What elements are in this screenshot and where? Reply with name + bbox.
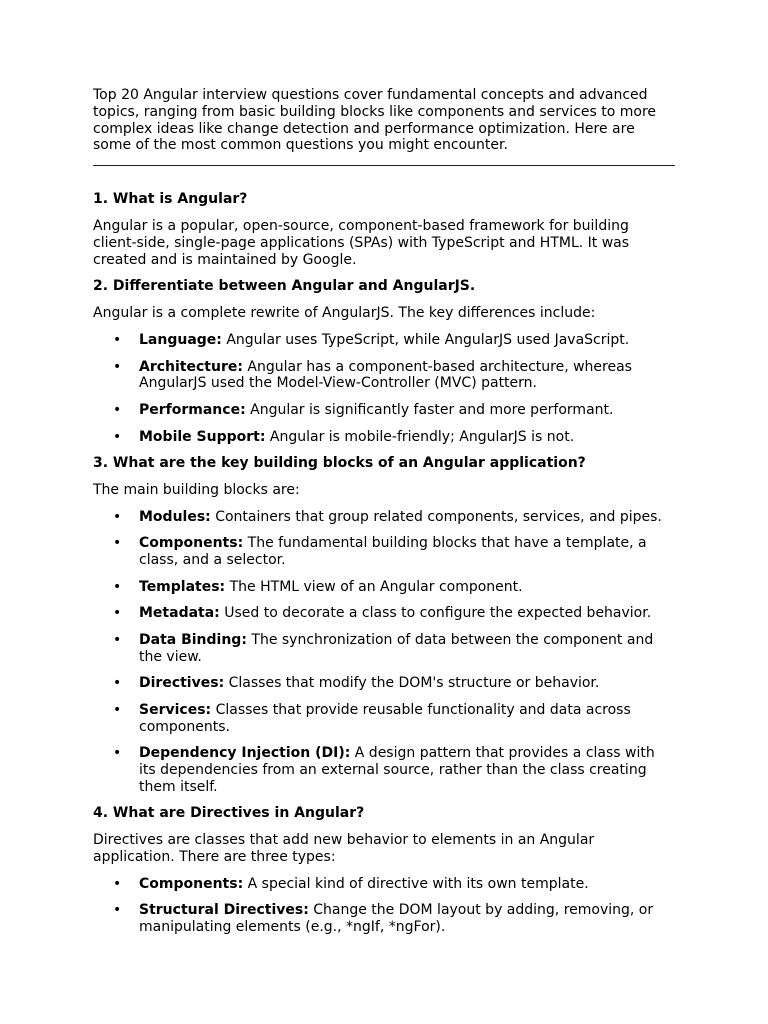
list-item-term: Architecture: <box>139 358 243 375</box>
list-item-term: Modules: <box>139 508 211 525</box>
bullet-icon: • <box>113 902 122 919</box>
list-item <box>113 631 675 666</box>
list-item <box>113 701 675 736</box>
question-section <box>93 455 675 796</box>
bullet-icon: • <box>113 701 122 718</box>
answer-paragraph: The main building blocks are: <box>93 481 300 498</box>
bullet-list <box>93 509 675 796</box>
question-heading: 3. What are the key building blocks of an Angular application? <box>93 455 586 472</box>
list-item <box>113 675 675 692</box>
list-item-term: Mobile Support: <box>139 428 266 445</box>
list-item-term: Structural Directives: <box>139 902 309 919</box>
list-item-text: Angular has a component-based architecture, whereas AngularJS used the Model-View-Controller (MVC) pattern. <box>139 358 632 392</box>
list-item-term: Services: <box>139 701 212 718</box>
intro-paragraph: Top 20 Angular interview questions cover fundamental concepts and advanced topics, ranging from basic building blocks like components and services to more complex ideas like change detection and performance optimization. Here are some of the most common questions you might encounter. <box>93 87 657 154</box>
list-item <box>113 508 675 526</box>
list-item <box>113 401 675 419</box>
bullet-icon: • <box>113 508 122 525</box>
list-item <box>113 745 675 795</box>
question-heading: 2. Differentiate between Angular and AngularJS. <box>93 278 476 295</box>
list-item-term: Language: <box>139 331 222 348</box>
bullet-icon: • <box>113 535 122 552</box>
list-item <box>113 875 675 893</box>
list-item <box>113 428 675 446</box>
question-heading: 1. What is Angular? <box>93 191 248 208</box>
bullet-icon: • <box>113 401 122 418</box>
list-item-text: The synchronization of data between the component and the view. <box>139 631 654 665</box>
question-section <box>93 191 675 268</box>
bullet-icon: • <box>113 428 122 445</box>
list-item <box>113 535 675 569</box>
bullet-icon: • <box>113 578 122 595</box>
list-item-term: Directives: <box>139 675 225 692</box>
questions-list <box>93 191 675 936</box>
list-item-term: Components: <box>139 875 244 892</box>
answer-paragraph: Angular is a popular, open-source, component-based framework for building client-side, single-page applications (SPAs) with TypeScript and HTML. It was created and is maintained by Google. <box>93 217 630 268</box>
question-section <box>93 278 675 445</box>
bullet-icon: • <box>113 331 122 348</box>
horizontal-divider <box>93 165 675 166</box>
list-item-text: Angular uses TypeScript, while AngularJS used JavaScript. <box>221 331 630 348</box>
question-section <box>93 805 675 936</box>
list-item-text: Angular is mobile-friendly; AngularJS is not. <box>265 428 575 445</box>
bullet-icon: • <box>113 631 122 648</box>
answer-paragraph: Angular is a complete rewrite of AngularJS. The key differences include: <box>93 305 596 322</box>
list-item-text: Change the DOM layout by adding, removing, or manipulating elements (e.g., *ngIf, *ngFor). <box>139 902 654 936</box>
list-item <box>113 605 675 622</box>
list-item-term: Dependency Injection (DI): <box>139 745 351 762</box>
question-heading: 4. What are Directives in Angular? <box>93 805 365 822</box>
bullet-list <box>93 332 675 445</box>
list-item <box>113 358 675 393</box>
list-item-term: Templates: <box>139 578 226 595</box>
list-item <box>113 331 675 349</box>
list-item <box>113 578 675 596</box>
bullet-list <box>93 876 675 936</box>
list-item-text: Used to decorate a class to configure the expected behavior. <box>219 605 652 622</box>
list-item-text: The fundamental building blocks that have a template, a class, and a selector. <box>139 535 647 569</box>
bullet-icon: • <box>113 675 122 692</box>
bullet-icon: • <box>113 875 122 892</box>
answer-paragraph: Directives are classes that add new behavior to elements in an Angular application. There are three types: <box>93 832 595 866</box>
list-item-text: The HTML view of an Angular component. <box>225 578 523 595</box>
list-item-text: A special kind of directive with its own template. <box>243 875 589 892</box>
list-item-term: Metadata: <box>139 605 220 622</box>
list-item-term: Data Binding: <box>139 631 247 648</box>
list-item-term: Components: <box>139 535 244 552</box>
bullet-icon: • <box>113 358 122 375</box>
list-item-text: Classes that modify the DOM's structure or behavior. <box>224 675 600 692</box>
list-item-text: A design pattern that provides a class with its dependencies from an external source, rather than the class creating them itself. <box>139 745 655 795</box>
list-item <box>113 902 675 936</box>
list-item-text: Containers that group related components, services, and pipes. <box>210 508 662 525</box>
list-item-term: Performance: <box>139 401 246 418</box>
bullet-icon: • <box>113 605 122 622</box>
list-item-text: Angular is significantly faster and more performant. <box>245 401 614 418</box>
list-item-text: Classes that provide reusable functionality and data across components. <box>139 701 631 735</box>
bullet-icon: • <box>113 745 122 762</box>
